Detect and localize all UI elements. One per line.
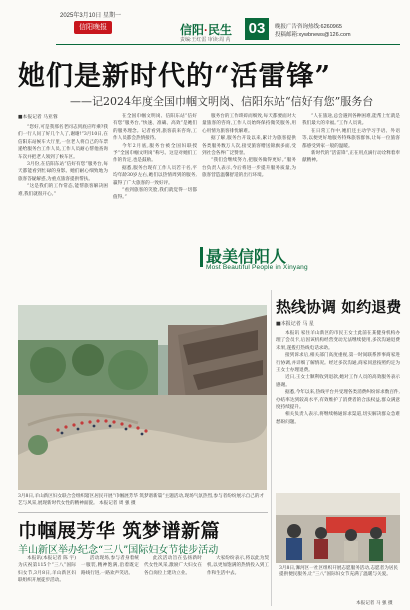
- ad-hotline: 晚报广告咨询热线:6260965: [275, 24, 342, 30]
- side-story-title: 热线协调 如约退费: [276, 298, 402, 316]
- page-title: 她们是新时代的“活雷锋”: [18, 61, 332, 92]
- issue-date: 2025年3月10日 星期一: [60, 13, 122, 19]
- story2-column-2: [81, 555, 139, 607]
- paragraph: 大家纷纷表示,将以此为契机,以更加饱满的热情投入到工作和生活中去。: [207, 556, 269, 576]
- paragraph: “我们会继续努力,把服务做得更好。”服务台负责人表示,今后将进一步提升服务质量,为旅客营造温馨舒适的出行环境。: [202, 158, 296, 179]
- story2-column-1: [18, 555, 76, 607]
- paragraph: 3月份,在信阳东站“信好有您”服务台,每天都能看到忙碌的身影。她们耐心细致地为旅客答疑解惑,为重点旅客提供帮扶。: [18, 162, 108, 182]
- column-banner-subtitle: Most Beautiful People in Xinyang: [206, 264, 308, 271]
- volunteer-photo-caption: 3月8日,浉河区一社区组织开展志愿服务活动,志愿者为居民提供便民服务,让“三八”国际妇女节充满了温暖与关爱。: [279, 566, 399, 578]
- event-photo-illustration: [18, 305, 267, 490]
- paragraph: 本报讯 家住羊山新区的市民王女士此前在某健身机构办理了会员卡,后因该机构经营变动无法继续使用,多次沟通退费未果,遂拨打热线电话求助。: [276, 331, 400, 351]
- story1-column-1: [18, 124, 108, 304]
- paragraph: 今年2月底,服务台被全国妇联授予“全国巾帼文明岗”称号。这是对她们工作的肯定,也是鼓励。: [113, 143, 197, 164]
- section-dot: ·: [204, 23, 209, 37]
- photo-caption: 3月8日,羊山新区妇女联合会组织辖区居民开展“巾帼展芳华 筑梦谱新篇”主题活动,现场气氛热烈,参与者纷纷展示自己的才艺与风采,展现新时代女性的精神面貌。 本报记者 周 强 摄: [18, 494, 265, 506]
- story2-subtitle: 羊山新区举办纪念“三八”国际妇女节徒步活动: [18, 545, 219, 556]
- newspaper-logo: 信阳晚报: [74, 21, 112, 34]
- banner-accent-bar: [200, 247, 203, 267]
- paragraph: 据悉,服务台现有工作人员若干名,平均年龄30岁左右,她们以热情周到的服务,赢得了广大旅客的一致好评。: [113, 165, 197, 186]
- story2-column-3: [144, 555, 202, 607]
- story1-column-4: [302, 113, 400, 239]
- paragraph: 在全国巾帼文明岗、信阳东站“信好有您”服务台,“快速、准确、高效”是她们的服务理念。记者看到,旅客前来咨询,工作人员都会热情接待。: [113, 114, 197, 142]
- editors-line: 责编:王红雷 审读:周 芮: [180, 37, 231, 43]
- volunteer-photo-credit: 本报记者 马 强 摄: [356, 601, 393, 606]
- story2-divider: [18, 512, 268, 513]
- page-subtitle: ——记2024年度全国巾帼文明岗、信阳东站“信好有您”服务台: [70, 95, 374, 108]
- paragraph: 相关负责人表示,将继续畅通诉求渠道,切实解决群众急难愁盼问题。: [276, 412, 400, 425]
- story2-title: 巾帼展芳华 筑梦谱新篇: [18, 520, 221, 542]
- story1-byline: ■本报记者 马亚蓉: [18, 115, 58, 120]
- paragraph: 据了解,服务台开设以来,累计为旅客提供各类服务数万人次,接受旅客赠送锦旗多面,受到社会各界广泛赞誉。: [202, 136, 296, 157]
- submission-email: 投稿邮箱:xywbnews@126.com: [275, 32, 351, 38]
- section-part-a: 信阳: [180, 23, 205, 37]
- paragraph: “这是我们的工作常态,能帮旅客解决困难,我们就很开心。”: [18, 184, 108, 197]
- contact-info: [275, 23, 351, 39]
- paragraph: “人在旅途,总会遇到各种困难,能帮上忙就是我们最大的幸福。”工作人员说。: [302, 114, 400, 127]
- paragraph: 据悉,今年以来,热线平台共受理各类消费纠纷诉求数百件,办结率达到较高水平,有效维护了消费者的合法权益,群众满意度持续提升。: [276, 390, 400, 411]
- side-story-byline: ■本报记者 马 星: [276, 321, 314, 327]
- paragraph: 此次活动旨在弘扬新时代女性风采,激励广大妇女在各自岗位上建功立业。: [144, 556, 202, 576]
- paragraph: 活动现场,参与者身着统一服装,精神饱满,沿着既定路线行进,一路欢声笑语。: [81, 556, 139, 576]
- paragraph: 近日,王女士顺利收到退款,她对工作人员的高效服务表示感谢。: [276, 375, 400, 388]
- event-photo: [18, 305, 267, 490]
- story1-column-3: [202, 113, 296, 239]
- paragraph: 服务台的工作琐碎而细致,每天都要面对大量旅客的咨询,工作人员始终保持微笑服务,用心用情为旅客排忧解难。: [202, 114, 296, 134]
- paragraph: 接到诉求后,相关部门高度重视,第一时间联系涉事商家进行协调,并详细了解情况。经过多次沟通,商家同意按照约定为王女士办理退费。: [276, 353, 400, 374]
- header-divider: [56, 44, 400, 45]
- paragraph: 在日常工作中,她们还主动学习手语、外语等,以便更好地服务特殊旅客群体,让每一位旅客都感受到家一般的温暖。: [302, 128, 400, 149]
- paragraph: “您好,可是我那名老同志到底应咋乘?我们一行人问了好几个人了,谢谢!”3月10日,在信阳东站候车大厅里,一位老人将自己的车票递给服务台工作人员,工作人员耐心帮他查询车次并把老人领到了候车区。: [18, 125, 108, 160]
- column-banner-title: 最美信阳人: [206, 249, 287, 266]
- paragraph: 新时代的“活雷锋”,正在用点滴行动诠释着奉献精神。: [302, 151, 400, 164]
- paragraph: “看到旅客的笑脸,我们就觉得一切都值得。”: [113, 188, 197, 201]
- volunteer-photo-illustration: [276, 493, 400, 563]
- volunteer-photo: [276, 493, 400, 563]
- side-story-body: [276, 330, 400, 490]
- column-separator: [271, 290, 272, 606]
- story1-column-2: [113, 113, 197, 304]
- paragraph: 本报讯(本报记者 陈 宇)为庆祝第115个“三八”国际妇女节,3月8日,羊山新区妇联组织开展徒步活动。: [18, 556, 76, 584]
- section-part-b: 民生: [208, 23, 233, 37]
- page-number: 03: [245, 18, 269, 40]
- story2-column-4: [207, 555, 269, 607]
